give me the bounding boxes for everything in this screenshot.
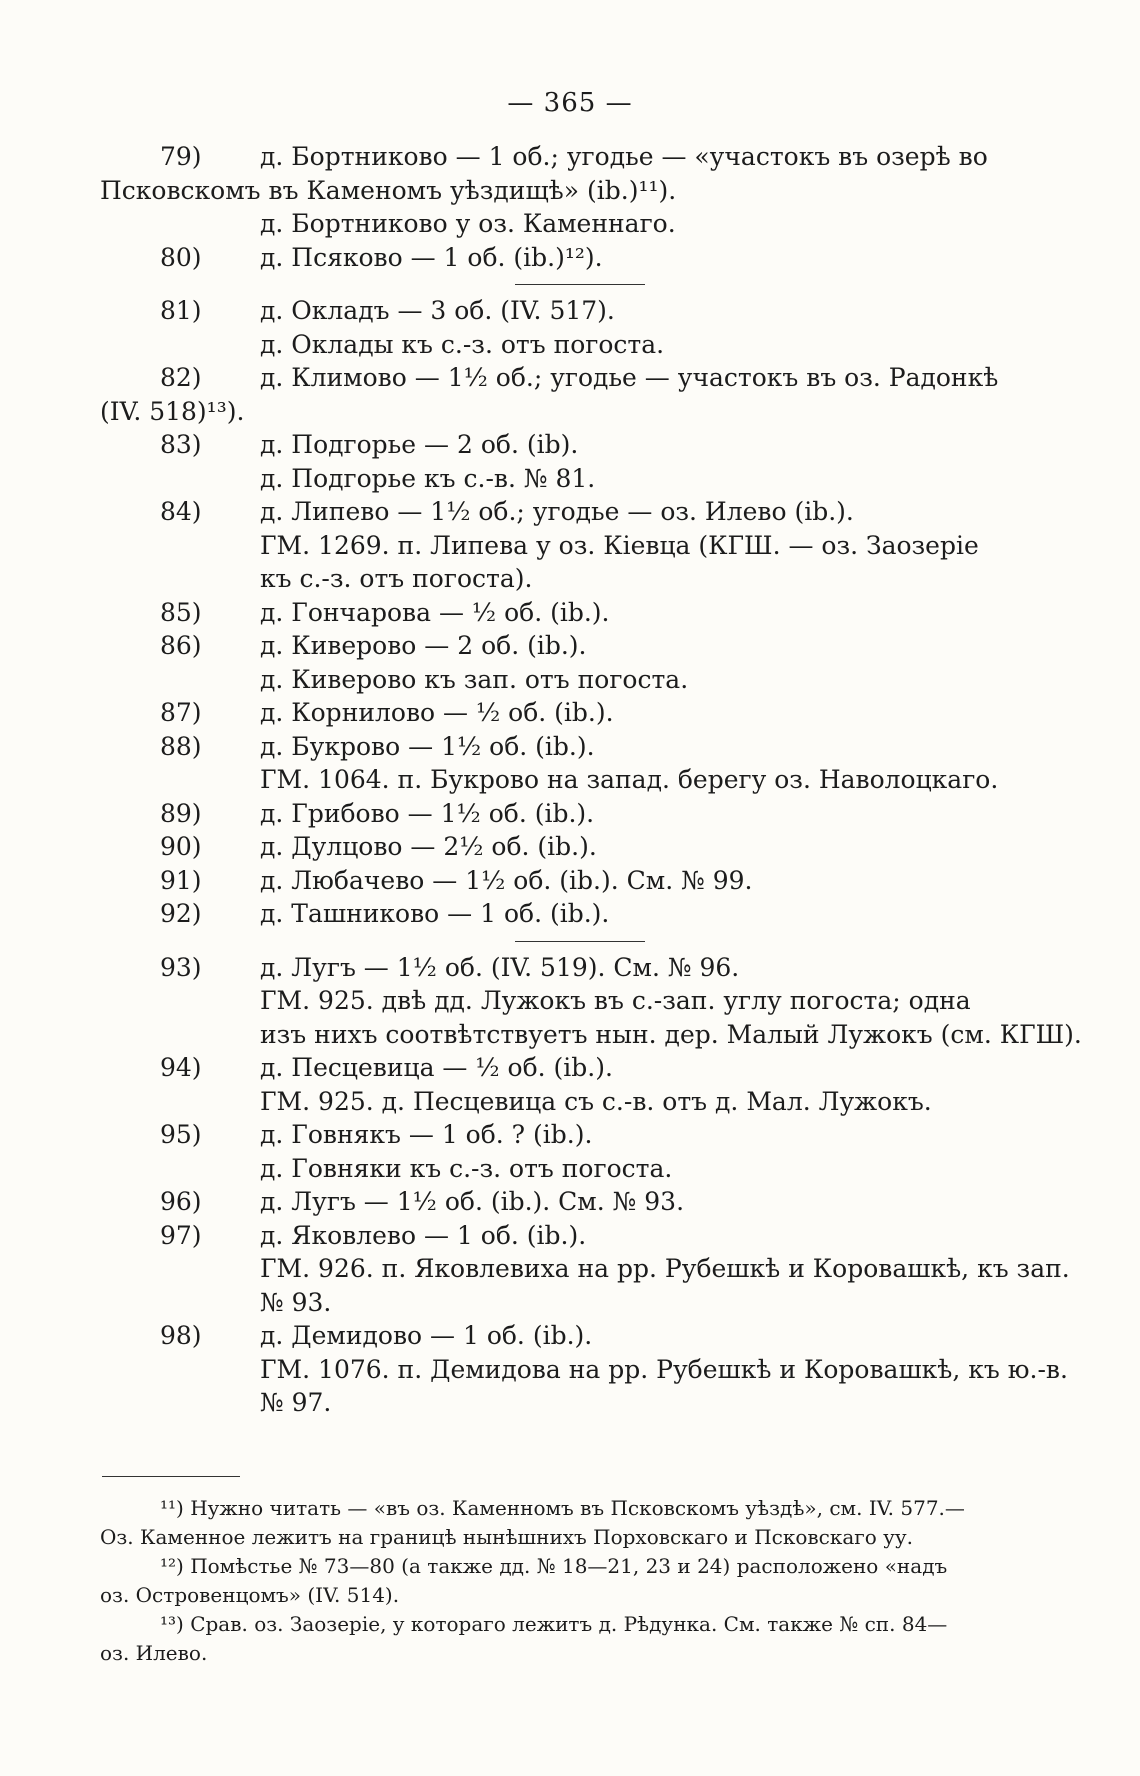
entry-number: 87) [160,698,202,727]
page-number: — 365 — [507,88,633,118]
line-text: ГМ. 925. д. Песцевица съ с.-в. отъ д. Мал. Лужокъ. [260,1086,932,1116]
line-text: д. Подгорье — 2 об. (ib). [260,430,579,459]
entry-line [100,495,1055,529]
line-text: Псковскомъ въ Каменомъ уѣздищѣ» (ib.)¹¹). [100,175,677,205]
entry-line [100,294,1055,328]
section-separator [100,274,1055,294]
entry-line [100,596,1055,630]
text-line [100,984,1055,1018]
line-text: ГМ. 926. п. Яковлевиха на рр. Рубешкѣ и Коровашкѣ, къ зап. [260,1254,1070,1283]
footnote-line [100,1552,1055,1581]
line-text: № 97. [260,1388,332,1417]
line-text: ГМ. 1064. п. Букрово на запад. берегу оз. Наволоцкаго. [260,765,999,794]
entry-line [100,830,1055,864]
main-text [100,140,1082,1420]
entry-number: 85) [160,597,202,627]
entry-number: 84) [160,497,202,526]
entry-number: 88) [160,731,202,761]
line-text: д. Дулцово — 2½ об. (ib.). [260,832,597,861]
text-line [100,562,1055,596]
section-separator [100,931,1055,951]
entry-line [100,897,1055,931]
entry-line [100,140,1055,174]
entry-line [100,1185,1055,1219]
footnote-line [100,1610,1055,1639]
entry-line [100,951,1055,985]
entry-line [100,696,1055,730]
line-text: д. Песцевица — ½ об. (ib.). [260,1053,613,1082]
line-text: д. Климово — 1½ об.; угодье — участокъ въ оз. Радонкѣ [260,363,999,392]
text-line [100,1252,1070,1286]
entry-number: 80) [160,242,202,272]
line-text: изъ нихъ соотвѣтствуетъ нын. дер. Малый Лужокъ (см. КГШ). [260,1019,1082,1049]
entry-number: 82) [160,363,202,392]
entry-line [100,428,1055,462]
entry-number: 98) [160,1321,202,1350]
line-text: д. Липево — 1½ об.; угодье — оз. Илево (ib.). [260,497,854,526]
line-text: д. Лугъ — 1½ об. (ib.). См. № 93. [260,1187,685,1216]
line-text: д. Бортниково — 1 об.; угодье — «участокъ въ озерѣ во [260,142,988,171]
entry-number: 95) [160,1120,202,1149]
entry-line [100,1219,1055,1253]
entry-line [100,1051,1055,1085]
line-text: д. Ташниково — 1 об. (ib.). [260,899,610,928]
entry-number: 92) [160,899,202,928]
entry-line [100,241,1055,275]
entry-number: 83) [160,430,202,459]
line-text: д. Букрово — 1½ об. (ib.). [260,731,595,761]
line-text: д. Киверово къ зап. отъ погоста. [260,664,689,694]
entry-line [100,1118,1055,1152]
entry-number: 97) [160,1220,202,1250]
line-text: д. Окладъ — 3 об. (IV. 517). [260,296,615,325]
line-text: д. Говнякъ — 1 об. ? (ib.). [260,1120,593,1149]
entry-number: 81) [160,296,202,325]
entry-number: 93) [160,952,202,982]
text-line [100,328,1055,362]
footnote-text: оз. Островенцомъ» (IV. 514). [100,1583,400,1607]
text-line [100,1018,1082,1052]
footnotes [100,1494,1055,1668]
line-text: ГМ. 1269. п. Липева у оз. Кіевца (КГШ. — оз. Заозеріе [260,530,979,560]
text-line [100,1085,1055,1119]
line-text: д. Говняки къ с.-з. отъ погоста. [260,1153,673,1183]
line-text: д. Грибово — 1½ об. (ib.). [260,798,595,828]
footnote-line [100,1581,1055,1610]
entry-number: 96) [160,1187,202,1216]
entry-number: 89) [160,798,202,828]
footnote-text: Оз. Каменное лежитъ на границѣ нынѣшнихъ Порховскаго и Псковскаго уу. [100,1525,914,1549]
text-line [100,174,1055,208]
entry-number: 90) [160,832,202,861]
line-text: д. Яковлево — 1 об. (ib.). [260,1220,587,1250]
line-text: д. Гончарова — ½ об. (ib.). [260,597,610,627]
line-text: (IV. 518)¹³). [100,396,245,426]
text-line [100,207,1055,241]
line-text: д. Псяково — 1 об. (ib.)¹²). [260,242,603,272]
entry-line [100,361,1055,395]
footnote-text: оз. Илево. [100,1641,208,1665]
line-text: къ с.-з. отъ погоста). [260,564,533,593]
entry-line [100,1319,1055,1353]
entry-number: 94) [160,1053,202,1082]
footnote-separator [102,1476,240,1477]
text-line [100,1353,1068,1387]
line-text: д. Лугъ — 1½ об. (IV. 519). См. № 96. [260,952,740,982]
footnote-line [100,1523,1055,1552]
footnote-text: ¹³) Срав. оз. Заозеріе, у котораго лежитъ д. Рѣдунка. См. также № сп. 84— [160,1612,948,1636]
footnote-line [100,1639,1055,1668]
footnote-text: ¹¹) Нужно читать — «въ оз. Каменномъ въ Псковскомъ уѣздѣ», см. IV. 577.— [160,1496,965,1520]
entry-number: 79) [160,142,202,171]
text-line [100,462,1055,496]
text-line [100,663,1055,697]
text-line [100,1286,1055,1320]
entry-line [100,629,1055,663]
line-text: д. Корнилово — ½ об. (ib.). [260,698,614,727]
line-text: № 93. [260,1287,332,1317]
line-text: д. Оклады къ с.-з. отъ погоста. [260,329,665,359]
entry-number: 91) [160,865,202,895]
text-line [100,395,1055,429]
text-line [100,1152,1055,1186]
line-text: д. Подгорье къ с.-в. № 81. [260,463,596,493]
text-line [100,529,1055,563]
footnote-line [100,1494,1055,1523]
entry-number: 86) [160,631,202,660]
line-text: д. Любачево — 1½ об. (ib.). См. № 99. [260,865,753,895]
line-text: ГМ. 925. двѣ дд. Лужокъ въ с.-зап. углу погоста; одна [260,986,971,1015]
line-text: д. Демидово — 1 об. (ib.). [260,1321,593,1350]
line-text: д. Бортниково у оз. Каменнаго. [260,209,676,238]
line-text: ГМ. 1076. п. Демидова на рр. Рубешкѣ и Коровашкѣ, къ ю.-в. [260,1354,1068,1384]
footnote-text: ¹²) Помѣстье № 73—80 (а также дд. № 18—21, 23 и 24) расположено «надъ [160,1554,948,1578]
entry-line [100,730,1055,764]
text-line [100,763,1055,797]
entry-line [100,797,1055,831]
line-text: д. Киверово — 2 об. (ib.). [260,631,587,660]
entry-line [100,864,1055,898]
text-line [100,1386,1055,1420]
